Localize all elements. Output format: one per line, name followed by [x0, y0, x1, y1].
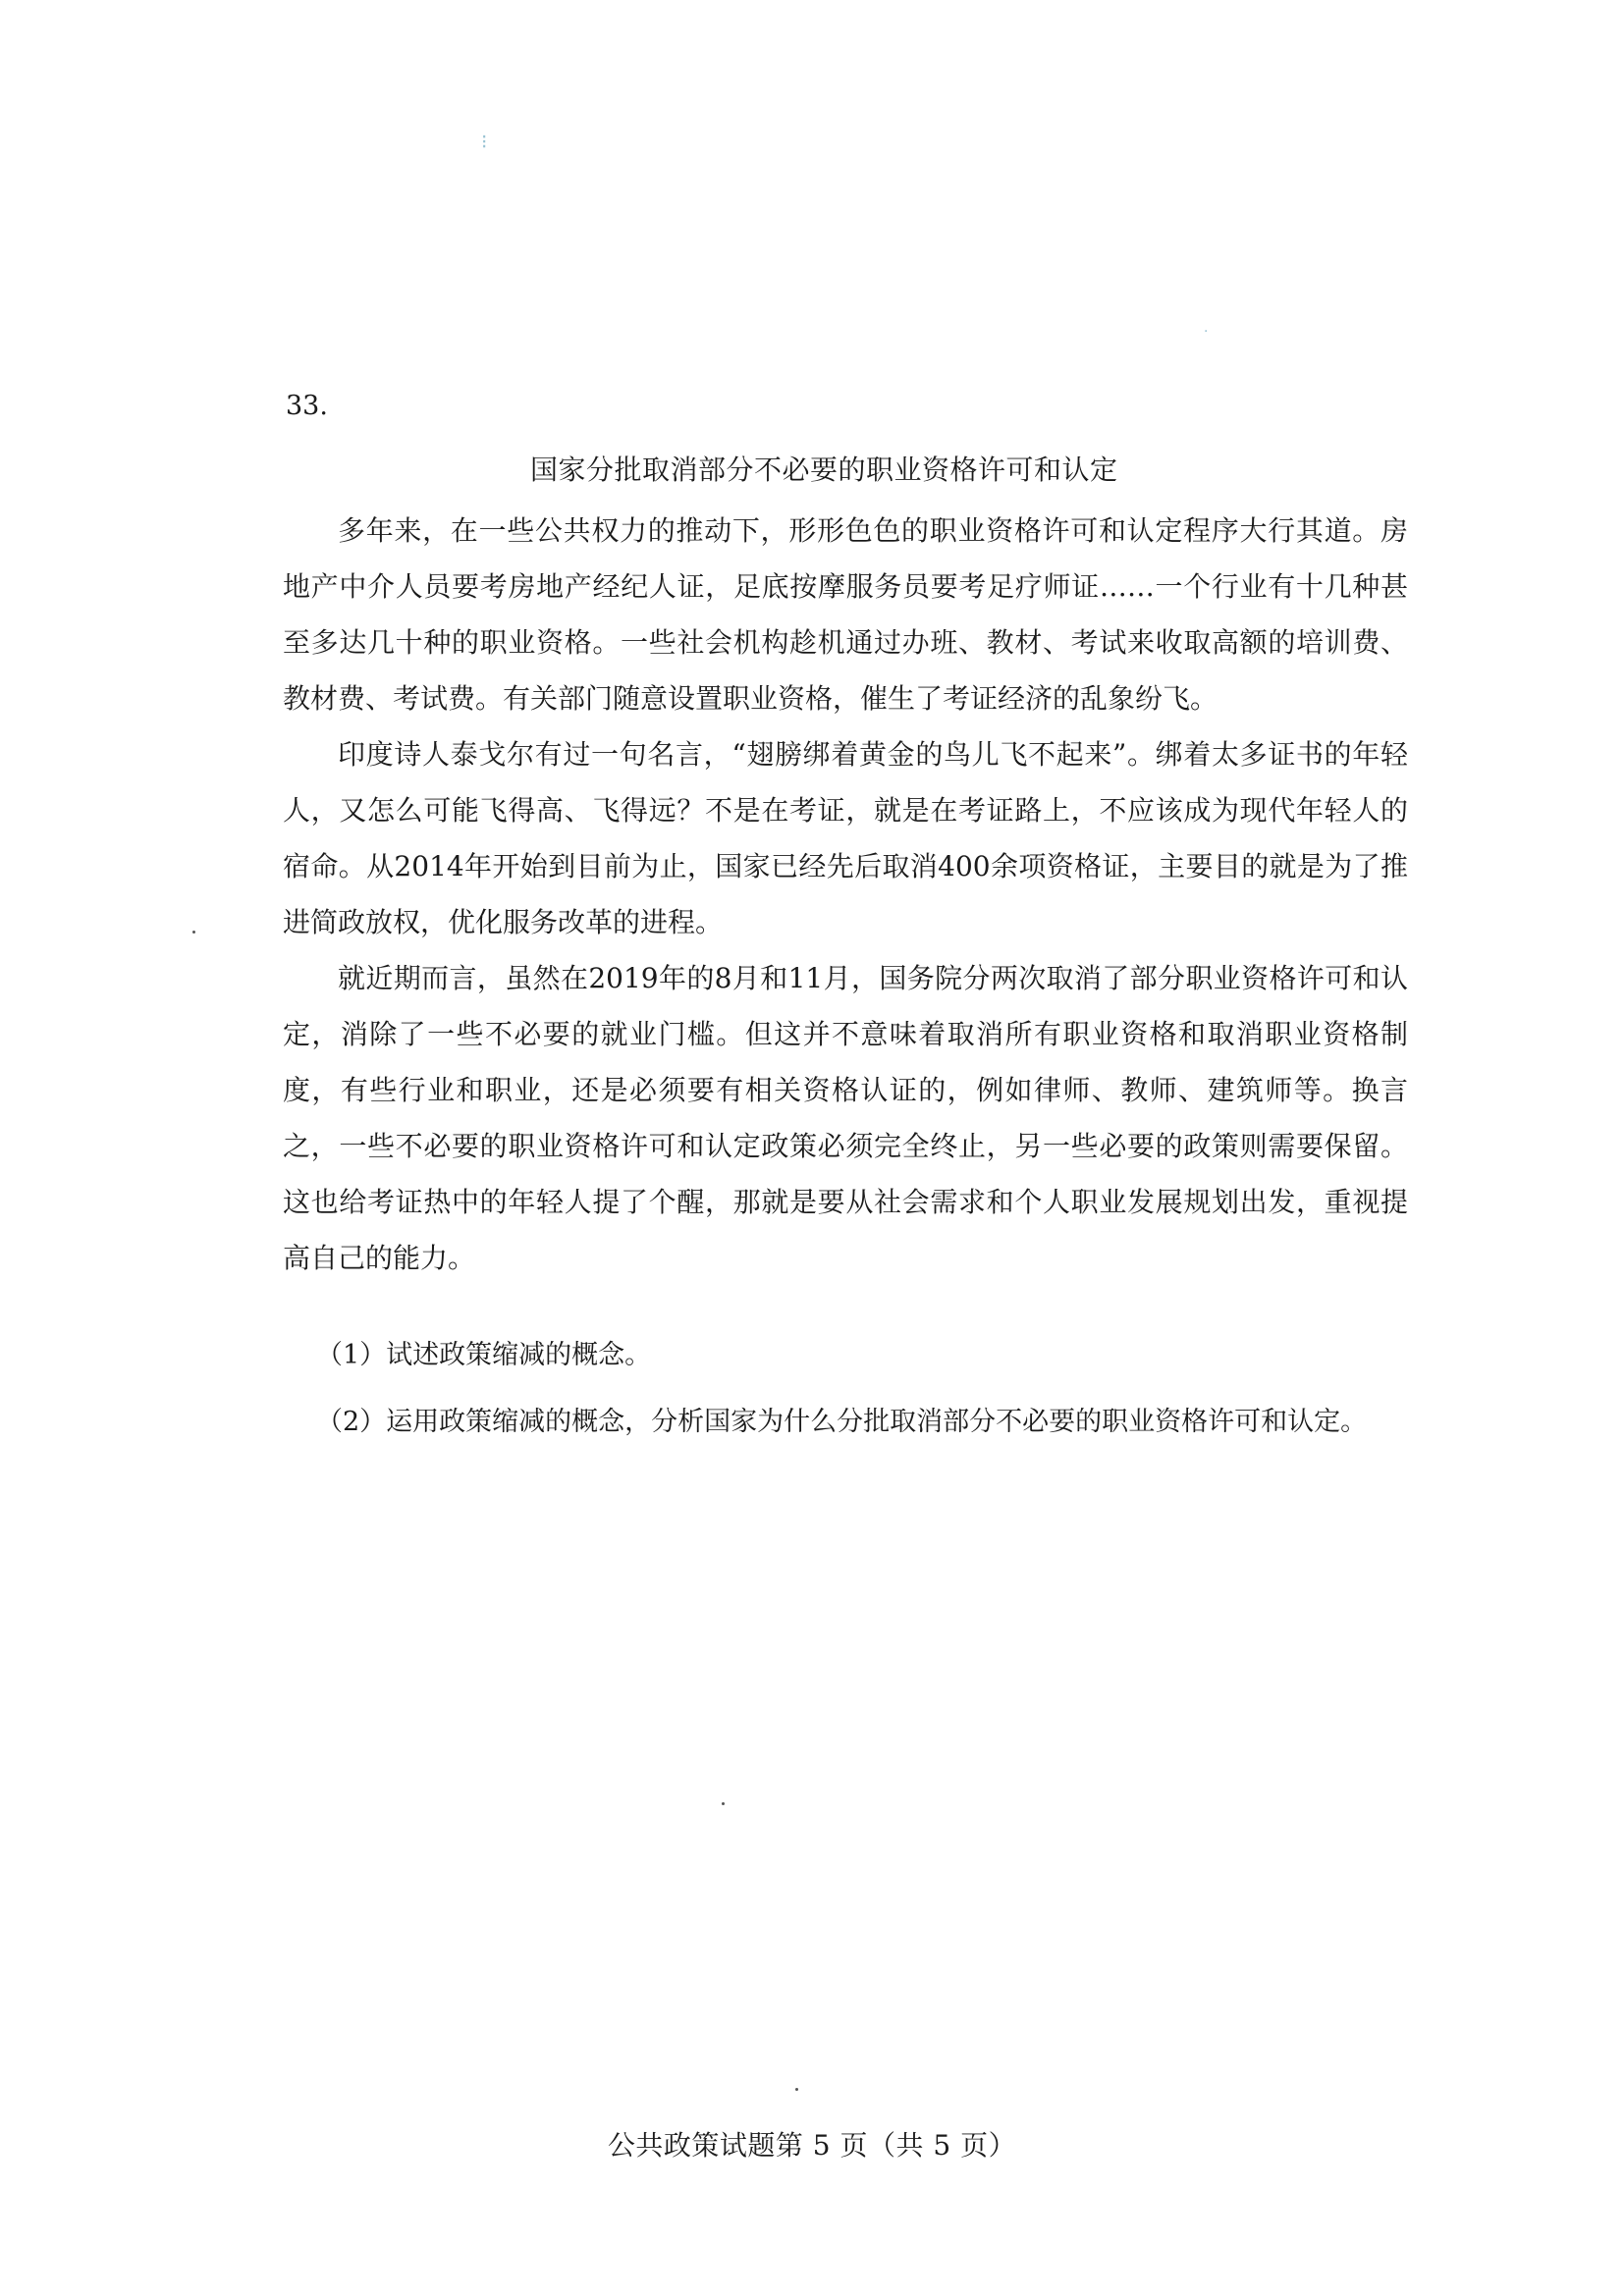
question-number: 33. [286, 391, 328, 421]
scan-dot [722, 1802, 725, 1805]
sub-question: （2）运用政策缩减的概念，分析国家为什么分批取消部分不必要的职业资格许可和认定。 [316, 1407, 1368, 1437]
case-title: 国家分批取消部分不必要的职业资格许可和认定 [530, 454, 1118, 486]
scan-dot [795, 2088, 798, 2091]
scan-mark: · [1204, 324, 1209, 340]
sub-questions [316, 1327, 1408, 1461]
case-body [283, 503, 1408, 1286]
scan-mark: ⁝ [481, 130, 488, 153]
sub-question: （1）试述政策缩减的概念。 [316, 1340, 652, 1370]
case-paragraph: 就近期而言，虽然在2019年的8月和11月，国务院分两次取消了部分职业资格许可和认定，消除了一些不必要的就业门槛。但这并不意味着取消所有职业资格和取消职业资格制度，有些行业和职业，还是必须要有相关资格认证的，例如律师、教师、建筑师等。换言之，一些不必要的职业资格许可和认定政策必须完全终止，另一些必要的政策则需要保留。这也给考证热中的年轻人提了个醒，那就是要从社会需求和个人职业发展规划出发，重视提高自己的能力。 [283, 962, 1408, 1274]
case-paragraph: 印度诗人泰戈尔有过一句名言，“翅膀绑着黄金的鸟儿飞不起来”。绑着太多证书的年轻人，又怎么可能飞得高、飞得远？不是在考证，就是在考证路上，不应该成为现代年轻人的宿命。从2014年开始到目前为止，国家已经先后取消400余项资格证，主要目的就是为了推进简政放权，优化服务改革的进程。 [283, 738, 1408, 938]
page-footer: 公共政策试题第 5 页（共 5 页） [607, 2129, 1017, 2162]
case-paragraph: 多年来，在一些公共权力的推动下，形形色色的职业资格许可和认定程序大行其道。房地产中介人员要考房地产经纪人证，足底按摩服务员要考足疗师证……一个行业有十几种甚至多达几十种的职业资格。一些社会机构趁机通过办班、教材、考试来收取高额的培训费、教材费、考试费。有关部门随意设置职业资格，催生了考证经济的乱象纷飞。 [283, 514, 1408, 715]
scan-dot [192, 931, 195, 934]
